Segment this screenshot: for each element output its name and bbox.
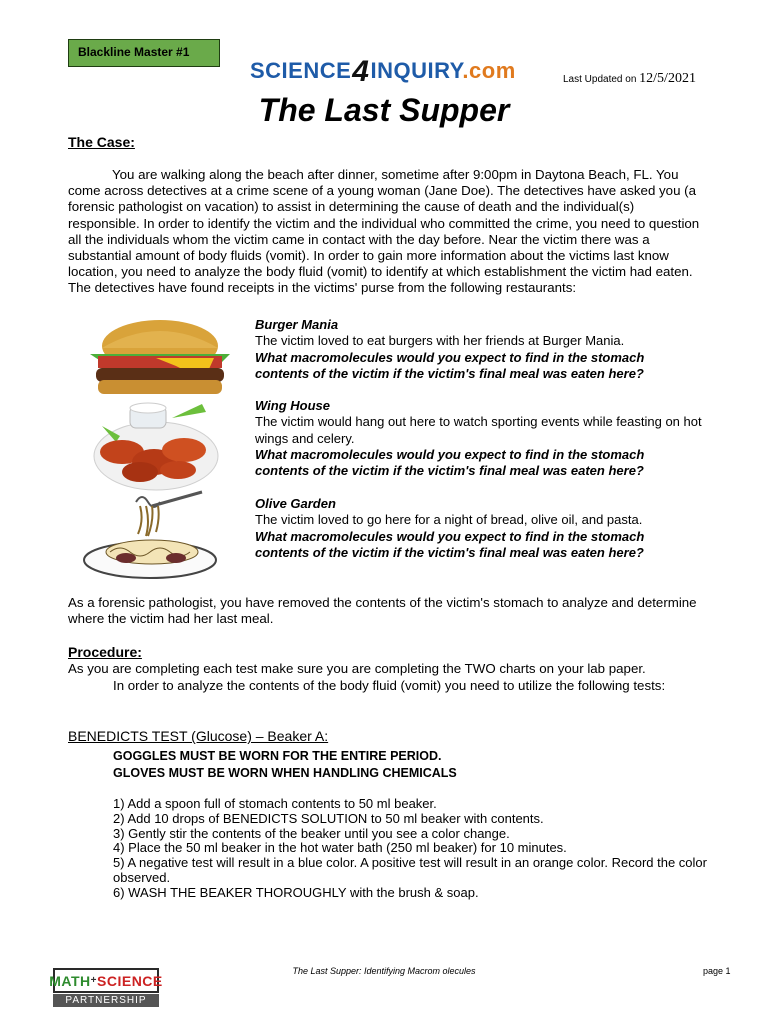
benedicts-steps xyxy=(113,797,713,901)
procedure-heading: Procedure: xyxy=(68,644,142,660)
logo-four: 4 xyxy=(352,55,370,88)
footer-title: The Last Supper: Identifying Macrom olecules xyxy=(292,966,476,976)
restaurant-wing-house xyxy=(255,398,705,479)
benedicts-heading: BENEDICTS TEST (Glucose) – Beaker A: xyxy=(68,728,329,744)
last-updated xyxy=(563,71,696,87)
intro-text: You are walking along the beach after dinner, sometime after 9:00pm in Daytona Beach, FL. You come across detectives at a crime scene of a young woman (Jane Doe). The detectives have asked you (a forensic pathologist on vacation) to assist in determining the cause of death and the individual(s) responsible. In order to identify the victim and the individual who committed the crime, you need to question all the individuals whom the victim came in contact with the day before. Near the victim there was a substantial amount of body fluids (vomit). In order to gain more information about the victims last know location, you need to analyze the body fluid (vomit) to identify at which establishment the victim had eaten. The detectives have found receipts in the victims' purse from the following restaurants: xyxy=(68,167,700,296)
page-title: The Last Supper xyxy=(258,92,510,128)
updated-date: 12/5/2021 xyxy=(639,71,696,86)
msp-science: SCIENCE xyxy=(97,972,163,989)
logo-science: SCIENCE xyxy=(250,58,352,83)
msp-math: MATH xyxy=(49,972,91,989)
science4inquiry-logo xyxy=(250,52,516,86)
restaurant-question: What macromolecules would you expect to find in the stomach contents of the victim if the victim's final meal was eaten here? xyxy=(255,528,645,560)
goggles-warning: GOGGLES MUST BE WORN FOR THE ENTIRE PERIOD. xyxy=(113,749,442,763)
restaurant-name: Wing House xyxy=(255,398,330,413)
burger-image xyxy=(86,318,236,398)
step-item: 3) Gently stir the contents of the beaker until you see a color change. xyxy=(113,825,510,841)
logo-inquiry: INQUIRY xyxy=(370,58,463,83)
step-item: 4) Place the 50 ml beaker in the hot water bath (250 ml beaker) for 10 minutes. xyxy=(113,840,567,856)
case-heading: The Case: xyxy=(68,134,135,150)
restaurant-desc: The victim loved to go here for a night of bread, olive oil, and pasta. xyxy=(255,512,643,528)
logo-com: .com xyxy=(462,58,516,83)
pathologist-paragraph: As a forensic pathologist, you have removed the contents of the victim's stomach to analyze and determine where the victim had her last meal. xyxy=(68,595,697,627)
msp-partnership: PARTNERSHIP xyxy=(53,994,159,1007)
restaurant-desc: The victim loved to eat burgers with her friends at Burger Mania. xyxy=(255,333,625,349)
restaurant-question: What macromolecules would you expect to find in the stomach contents of the victim if the victim's final meal was eaten here? xyxy=(255,446,645,479)
restaurant-name: Burger Mania xyxy=(255,317,339,332)
procedure-line-2: In order to analyze the contents of the body fluid (vomit) you need to utilize the following tests: xyxy=(113,678,666,693)
spaghetti-image xyxy=(80,488,220,584)
gloves-warning: GLOVES MUST BE WORN WHEN HANDLING CHEMICALS xyxy=(113,766,457,780)
page-number: page 1 xyxy=(703,966,731,976)
master-label-text: Blackline Master #1 xyxy=(78,45,190,59)
chicken-wings-image xyxy=(92,400,222,492)
updated-label: Last Updated on xyxy=(563,74,637,85)
step-item: 1) Add a spoon full of stomach contents to 50 ml beaker. xyxy=(113,796,437,811)
procedure-line-1: As you are completing each test make sure you are completing the TWO charts on your lab paper. xyxy=(68,661,646,676)
step-item: 6) WASH THE BEAKER THOROUGHLY with the brush & soap. xyxy=(113,884,479,900)
restaurant-olive-garden xyxy=(255,496,705,561)
step-item: 5) A negative test will result in a blue color. A positive test will result in an orange color. Record the color observed. xyxy=(113,855,707,885)
intro-paragraph xyxy=(68,167,700,297)
restaurant-question: What macromolecules would you expect to find in the stomach contents of the victim if the victim's final meal was eaten here? xyxy=(255,349,645,381)
step-item: 2) Add 10 drops of BENEDICTS SOLUTION to 50 ml beaker with contents. xyxy=(113,810,544,826)
msp-plus: + xyxy=(90,975,98,986)
blackline-master-label xyxy=(68,39,220,67)
restaurant-name: Olive Garden xyxy=(255,496,336,511)
restaurant-burger-mania xyxy=(255,317,705,382)
restaurant-desc: The victim would hang out here to watch sporting events while feasting on hot wings and celery. xyxy=(255,414,702,446)
